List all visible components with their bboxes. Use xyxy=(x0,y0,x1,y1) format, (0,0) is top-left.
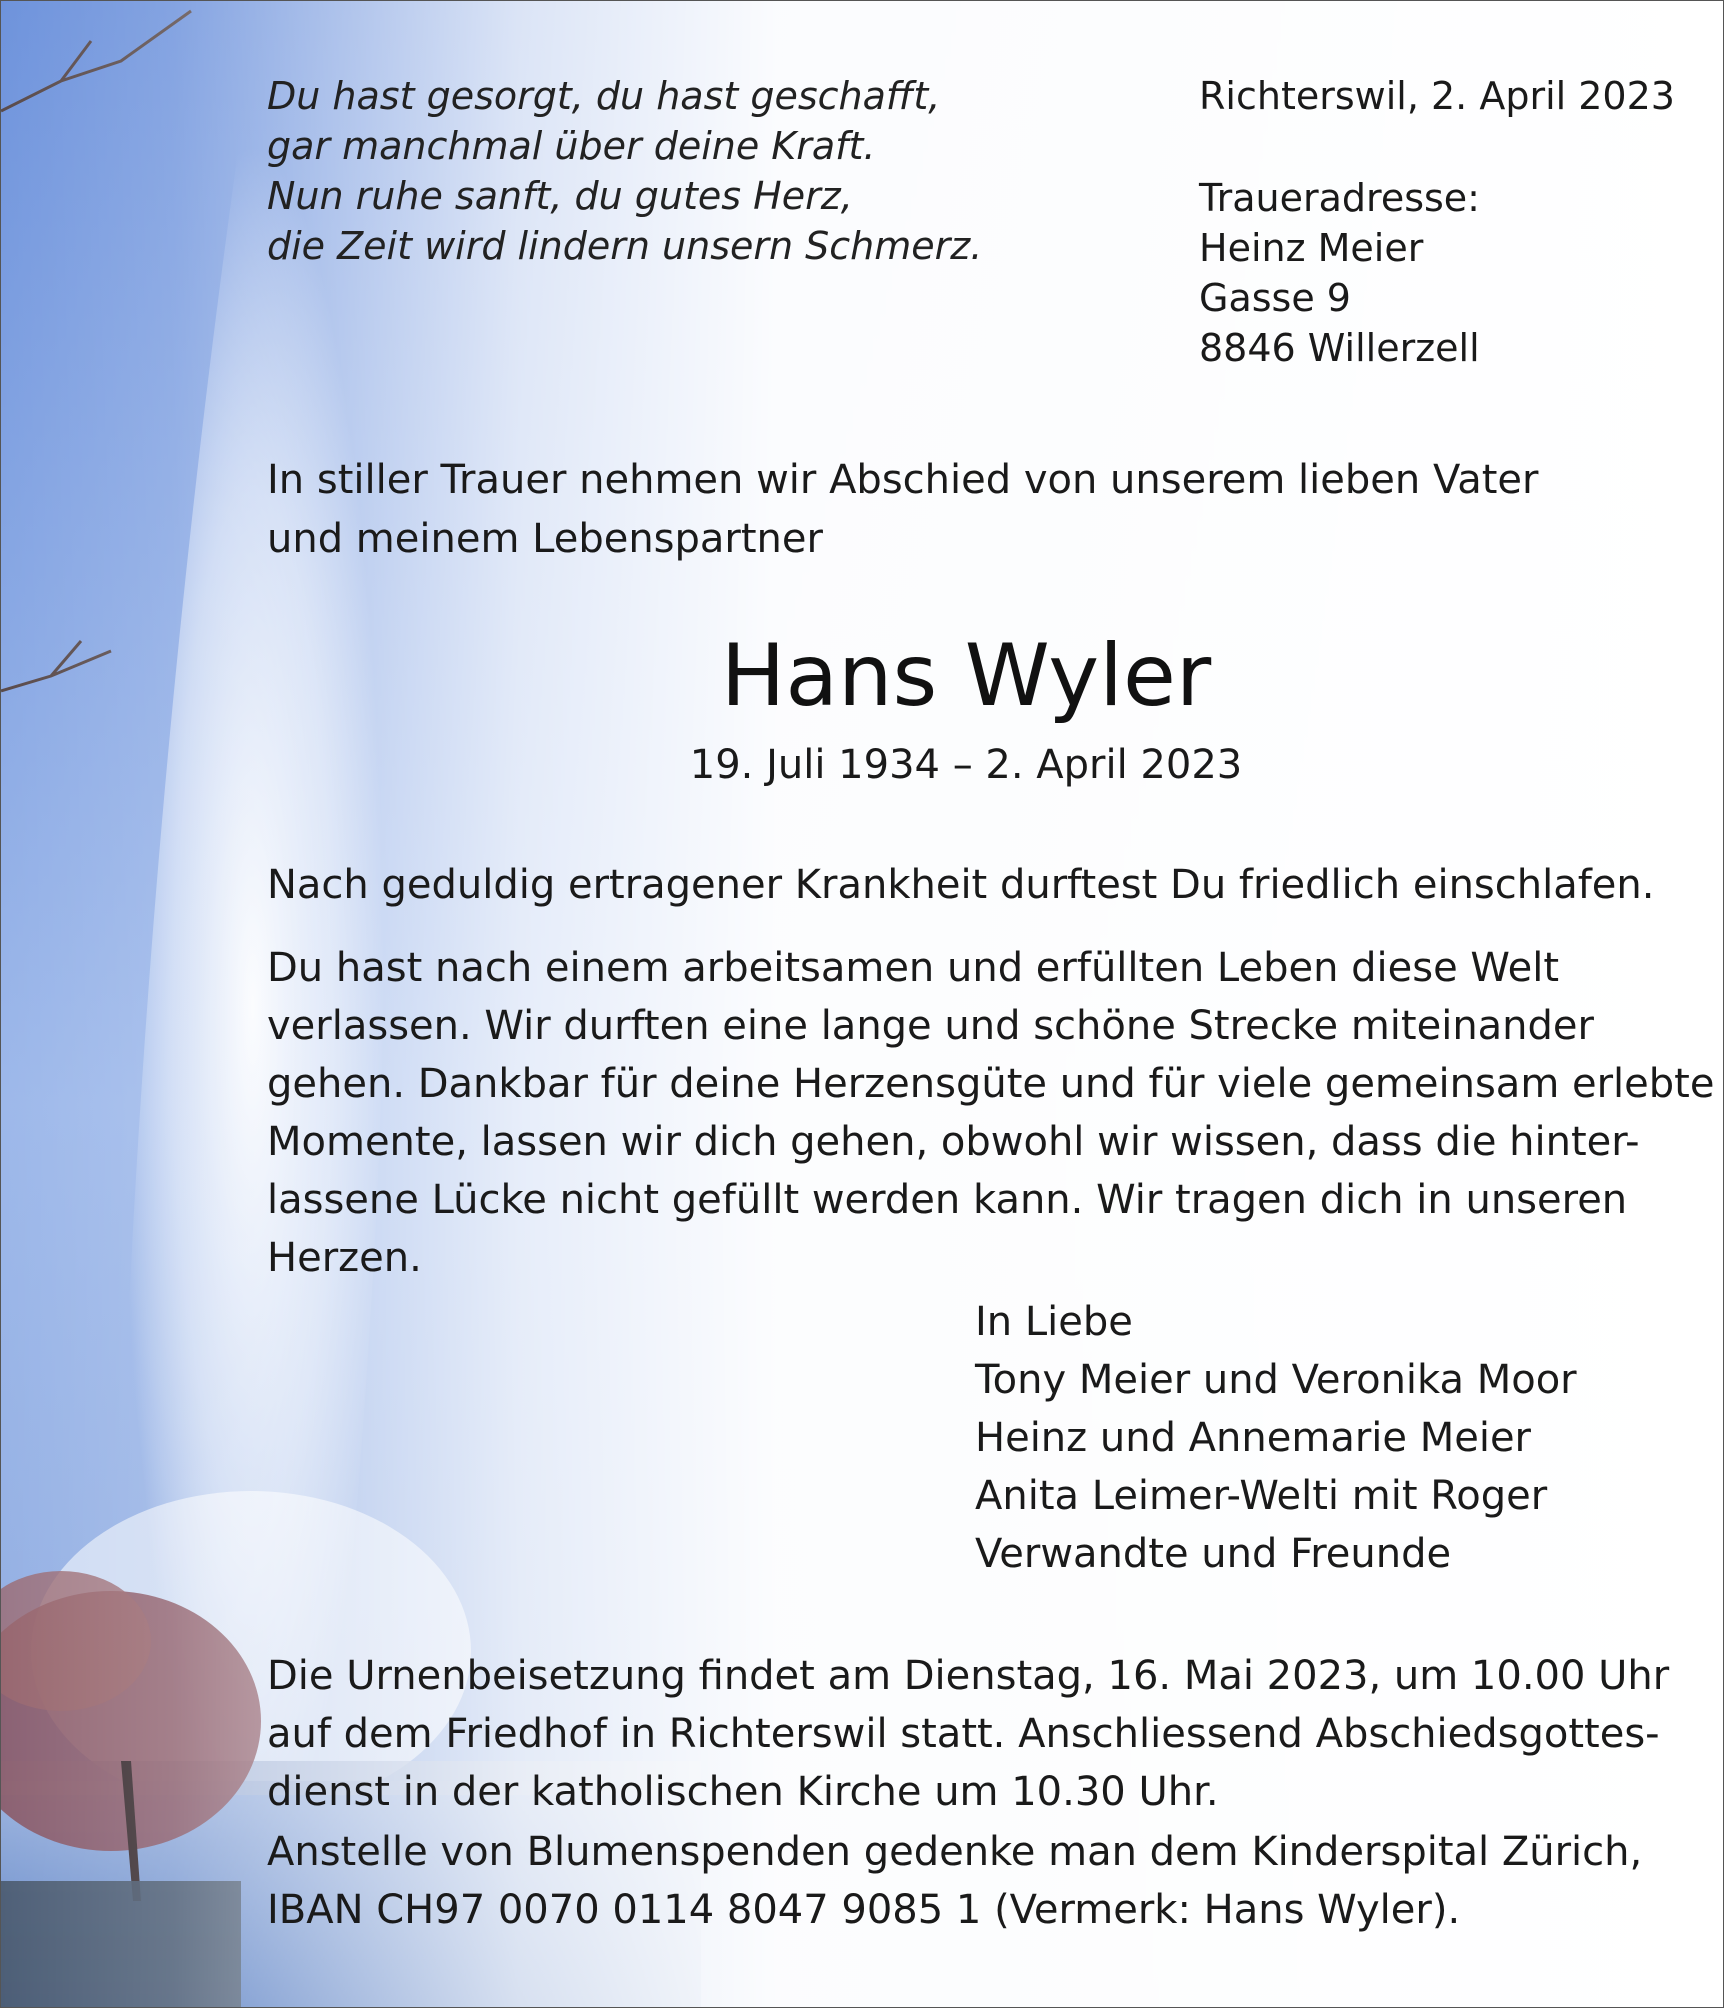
poem-line: die Zeit wird lindern unsern Schmerz. xyxy=(267,224,983,268)
address-street: Gasse 9 xyxy=(1199,276,1351,320)
intro-text xyxy=(267,451,1538,569)
poem-line: Du hast gesorgt, du hast geschafft, xyxy=(267,74,941,118)
burial-line: dienst in der katholischen Kirche um 10.30 Uhr. xyxy=(267,1769,1219,1815)
body-line: gehen. Dankbar für deine Herzensgüte und für viele gemeinsam erlebte xyxy=(267,1061,1715,1107)
burial-line: auf dem Friedhof in Richterswil statt. Anschliessend Abschiedsgottes- xyxy=(267,1711,1660,1757)
deceased-name: Hans Wyler xyxy=(720,626,1212,726)
closing-line: In Liebe xyxy=(975,1299,1133,1345)
signatory: Tony Meier und Veronika Moor xyxy=(975,1357,1577,1403)
signatory: Anita Leimer-Welti mit Roger xyxy=(975,1473,1548,1519)
place-date: Richterswil, 2. April 2023 xyxy=(1199,74,1675,118)
poem xyxy=(267,71,982,271)
body-paragraph-2 xyxy=(267,939,1714,1287)
burial-info xyxy=(267,1647,1669,1821)
donation-info xyxy=(267,1823,1642,1939)
donation-line: Anstelle von Blumenspenden gedenke man dem Kinderspital Zürich, xyxy=(267,1829,1643,1875)
address-label: Traueradresse: xyxy=(1199,176,1480,220)
mourning-address xyxy=(1199,173,1480,373)
address-city: 8846 Willerzell xyxy=(1199,326,1480,370)
poem-line: gar manchmal über deine Kraft. xyxy=(267,124,876,168)
intro-line: In stiller Trauer nehmen wir Abschied von unserem lieben Vater xyxy=(267,457,1539,503)
life-dates: 19. Juli 1934 – 2. April 2023 xyxy=(689,742,1243,788)
signatory: Verwandte und Freunde xyxy=(975,1531,1452,1577)
signatory: Heinz und Annemarie Meier xyxy=(975,1415,1531,1461)
intro-line: und meinem Lebenspartner xyxy=(267,516,823,562)
body-line: Herzen. xyxy=(267,1235,422,1281)
poem-line: Nun ruhe sanft, du gutes Herz, xyxy=(267,174,853,218)
body-paragraph-1: Nach geduldig ertragener Krankheit durftest Du friedlich einschlafen. xyxy=(267,862,1655,908)
body-line: verlassen. Wir durften eine lange und schöne Strecke miteinander xyxy=(267,1003,1594,1049)
body-line: Du hast nach einem arbeitsamen und erfüllten Leben diese Welt xyxy=(267,945,1560,991)
address-name: Heinz Meier xyxy=(1199,226,1424,270)
body-line: Momente, lassen wir dich gehen, obwohl wir wissen, dass die hinter- xyxy=(267,1119,1640,1165)
burial-line: Die Urnenbeisetzung findet am Dienstag, 16. Mai 2023, um 10.00 Uhr xyxy=(267,1653,1670,1699)
donation-line: IBAN CH97 0070 0114 8047 9085 1 (Vermerk: Hans Wyler). xyxy=(267,1887,1461,1933)
body-line: lassene Lücke nicht gefüllt werden kann. Wir tragen dich in unseren xyxy=(267,1177,1628,1223)
signatories xyxy=(975,1293,1577,1583)
